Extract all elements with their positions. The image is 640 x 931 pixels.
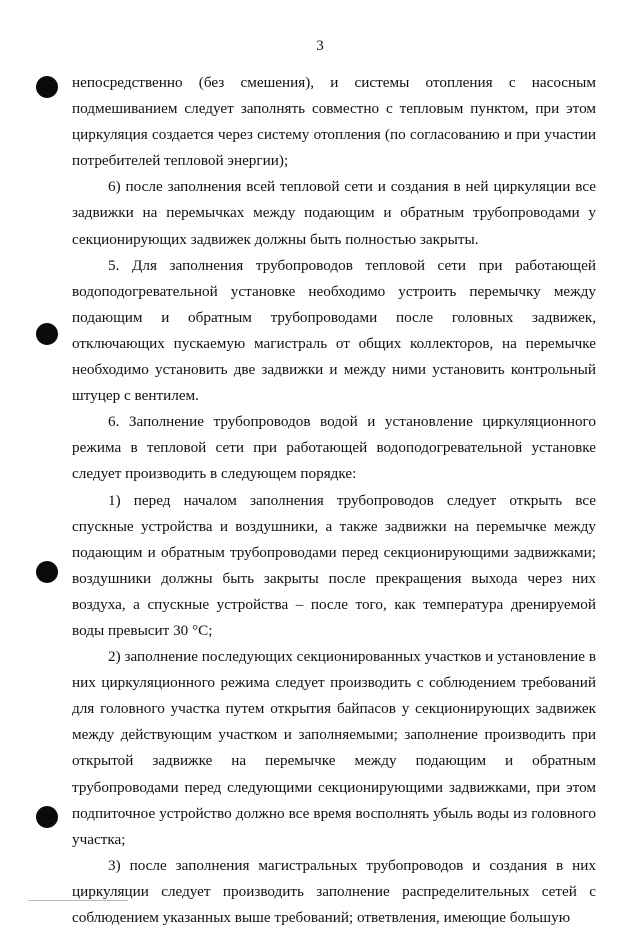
footer-rule [28,900,128,901]
paragraph-item-3: 3) после заполнения магистральных трубопроводов и создания в них циркуляции следует производить заполнение распределительных сетей с соблюдением указанных выше требований; ответвления, имеющие большую [72,856,596,926]
paragraph-item-6: 6) после заполнения всей тепловой сети и создания в ней циркуляции все задвижки на перемычках между подающим и обратным трубопроводами у секционирующих задвижек должны быть полностью закрыты. [72,178,596,248]
paragraph-item-1: 1) перед началом заполнения трубопроводов следует открыть все спускные устройства и воздушники, а также задвижки на перемычке между подающим и обратным трубопроводами перед секционирующими задвижками; воздушники должны быть закрыты после прекращения выхода через них воздуха, а спускные устройства – после того, как температура дренируемой воды превысит 30 °С; [72,491,596,639]
page-number: 3 [316,38,324,54]
punch-hole-mark [36,323,58,345]
punch-hole-mark [36,561,58,583]
paragraph-clause-5: 5. Для заполнения трубопроводов тепловой сети при работающей водоподогревательной установке необходимо устроить перемычку между подающим и обратным трубопроводами после головных задвижек, отключающих пускаемую магистраль от общих коллекторов, на перемычке необходимо установить две задвижки и между ними установить контрольный штуцер с вентилем. [72,256,596,405]
body-text [72,70,596,931]
paragraph-item-2: 2) заполнение последующих секционированных участков и установление в них циркуляционного режима следует производить с соблюдением требований для головного участка путем открытия байпасов у секционирующих задвижек между действующим участком и заполняемыми; заполнение производить при открытой задвижке на перемычке между подающим и обратным трубопроводами перед следующими секционирующими задвижками, при этом подпиточное устройство должно все время восполнять убыль воды из головного участка; [72,648,596,848]
punch-hole-mark [36,76,58,98]
paragraph-clause-6: 6. Заполнение трубопроводов водой и установление циркуляционного режима в тепловой сети при работающей водоподогревательной установке следует производить в следующем порядке: [72,413,596,483]
punch-hole-mark [36,806,58,828]
paragraph-continuation: непосредственно (без смешения), и системы отопления с насосным подмешиванием следует заполнять совместно с тепловым пунктом, при этом циркуляция создается через систему отопления (по согласованию и при участии потребителей тепловой энергии); [72,74,596,170]
